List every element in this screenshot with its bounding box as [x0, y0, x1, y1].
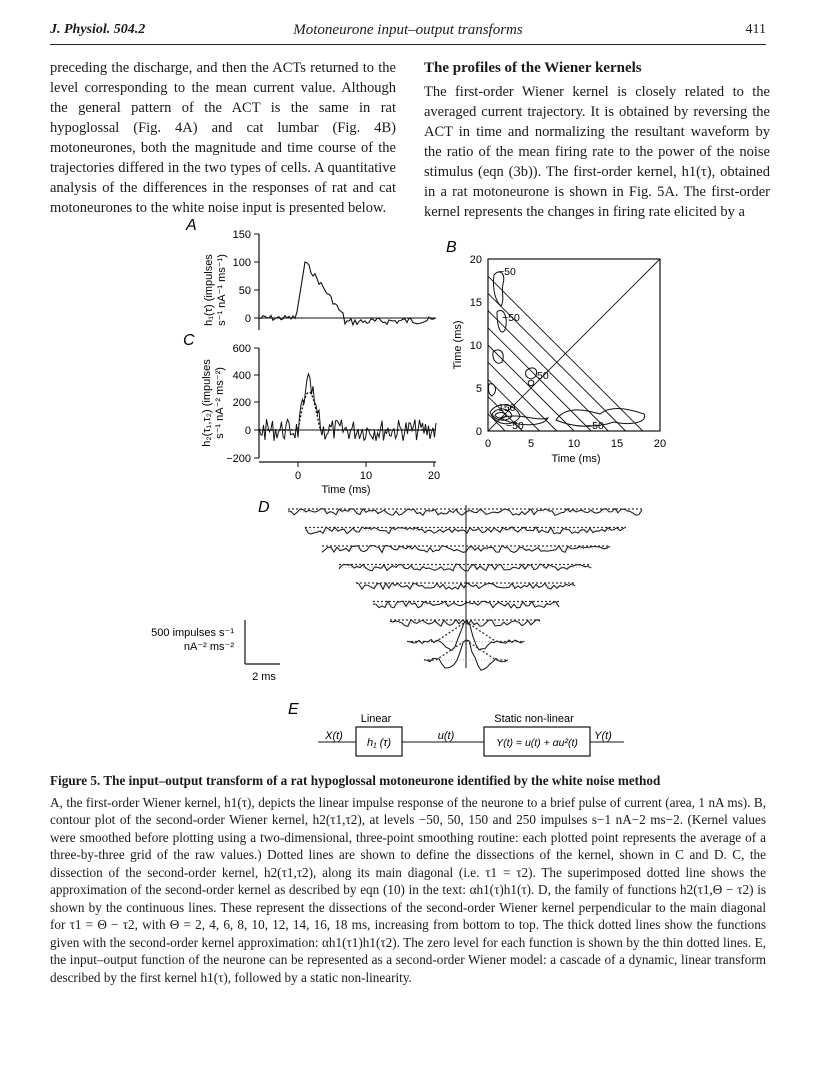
panel-a-ylabel-line2: s⁻¹ nA⁻¹ ms⁻¹) [216, 254, 228, 326]
panel-c-chart [201, 343, 440, 496]
panel-d-scale-x-label: 2 ms [252, 671, 276, 683]
panel-b-contour-label: −50 [586, 420, 604, 432]
panel-e-linear-title: Linear [360, 713, 392, 725]
panel-label-b: B [446, 239, 457, 256]
panel-b-xtick-label: 5 [527, 438, 535, 450]
panel-b-xtick-label: 0 [484, 438, 492, 450]
panel-c-ytick-label: 200 [232, 397, 251, 409]
panel-e-diagram [318, 713, 624, 756]
panel-b-xtick-label: 20 [653, 438, 667, 450]
panel-a-kernel-trace [259, 262, 435, 325]
panel-a-ytick-label: 0 [244, 313, 251, 325]
panel-b-ylabel: Time (ms) [452, 320, 464, 370]
panel-d-chart [288, 505, 644, 670]
panel-b-ytick-label: 15 [469, 297, 482, 309]
panel-b-xtick-label: 15 [610, 438, 624, 450]
panel-label-e: E [288, 701, 299, 718]
panel-c-ylabel-line1: h₂(τ₁,τ₂) (impulses [201, 359, 213, 447]
running-title: Motoneurone input–output transforms [293, 22, 523, 38]
panel-b-contour [528, 380, 534, 386]
panel-c-ytick-label: 0 [244, 425, 251, 437]
panel-b-ytick-label: 5 [475, 383, 482, 395]
panel-d-scale-y-label-line2: nA⁻² ms⁻² [183, 641, 234, 653]
panel-e-input-label: X(t) [325, 730, 343, 742]
panel-b-ytick-label: 0 [475, 426, 482, 438]
panel-c-approximation-trace [259, 392, 436, 430]
panel-c-xtick-label: 20 [427, 470, 441, 482]
panel-a-ytick-label: 50 [238, 285, 251, 297]
panel-b-contour [526, 368, 537, 379]
panel-e-nonlinear-title: Static non-linear [494, 713, 574, 725]
panel-e-output-label: Y(t) [594, 730, 612, 742]
panel-c-ytick-label: 400 [232, 370, 251, 382]
panel-e-linear-box-label: h₁ (τ) [366, 737, 392, 749]
journal-name: J. Physiol. 504.2 [50, 22, 146, 37]
panel-label-a: A [186, 217, 197, 234]
panel-b-contour-label: −50 [498, 266, 516, 278]
panel-d-scale-bar [151, 620, 280, 683]
panel-b-ytick-label: 10 [469, 340, 482, 352]
panel-b-xlabel: Time (ms) [551, 453, 601, 465]
panel-a-ytick-label: 150 [232, 229, 251, 241]
panel-c-ylabel-line2: s⁻¹ nA⁻² ms⁻²) [214, 367, 226, 439]
section-heading: The profiles of the Wiener kernels [424, 60, 642, 76]
panel-a-ytick-label: 100 [232, 257, 251, 269]
panel-a-ylabel-line1: h₁(τ) (impulses [203, 254, 215, 326]
caption-body: A, the first-order Wiener kernel, h1(τ), depicts the linear impulse response of the neurone to a brief pulse of current (area, 1 nA ms). B, contour plot of the second-order Wiener kernel, h2(τ1,τ2), at levels −50, 50, 150 and 250 impulses s−1 nA−2 ms−2. (Kernel values were smoothed before plotting using a two-dimensional, three-point smoothing routine: each plotted point represents the average of a three-by-three grid of the raw values.) Dotted lines are shown to define the dissections of the kernel, shown in C and D. C, the dissection of the second-order kernel, h2(τ1,τ2), along its main diagonal (i.e. τ1 = τ2). The superimposed dotted line shows the approximation of the second-order kernel as described by eqn (10) in the text: αh1(τ)h1(τ). D, the family of functions h2(τ1,Θ − τ2) is shown by the continuous lines. These represent the dissections of the second-order Wiener kernel perpendicular to the main diagonal for τ1 = Θ − τ2, with Θ = 2, 4, 6, 8, 10, 12, 14, 16, 18 ms, increasing from bottom to top. The thick dotted lines show the functions given with the second-order kernel approximation: αh1(τ1)h1(τ2). The zero level for each function is shown by the thin dotted lines. E, the input–output function of the neurone can be represented as a second-order Wiener model: a cascade of a dynamic, linear transform described by the first kernel h1(τ), followed by a static non-linearity. [50, 794, 766, 985]
panel-b-contour-label: −50 [502, 312, 520, 324]
panel-d-scale-y-label-line1: 500 impulses s⁻¹ [151, 627, 234, 639]
panel-c-xtick-label: 0 [294, 470, 302, 482]
panel-b-contour-label: −50 [506, 420, 524, 432]
left-column-text: preceding the discharge, and then the ACTs returned to the level corresponding to the mean current value. Although the general pattern of the ACT is the same in rat hypoglossal (Fig. 4A) and cat lumbar (Fig. 4B) motoneurones, both the magnitude and time course of the trajectories differed in the two types of cells. A quantitative analysis of the differences in the responses of rat and cat motoneurones to the white noise input is presented below. [50, 60, 396, 216]
panel-b-ytick-label: 20 [469, 254, 482, 266]
right-column-text: The first-order Wiener kernel is closely related to the averaged current trajectory. It is obtained by reversing the ACT in time and normalizing the resultant waveform by the ratio of the mean firing rate to the power of the noise stimulus (eqn (3b)). The first-order kernel, h1(τ), obtained in a rat motoneurone is shown in Fig. 5A. The first-order kernel represents the changes in firing rate elicited by a [424, 84, 770, 220]
panel-c-ytick-label: 600 [232, 343, 251, 355]
figure-caption [50, 772, 766, 986]
panel-b-contour [488, 384, 495, 396]
panel-b-contour-label: 50 [537, 370, 549, 382]
panel-c-xlabel: Time (ms) [321, 484, 371, 496]
panel-c-kernel-trace [259, 374, 436, 441]
panel-label-c: C [183, 332, 195, 349]
panel-label-d: D [258, 499, 270, 516]
panel-b-chart [452, 254, 666, 465]
panel-c-ytick-label: −200 [226, 453, 251, 465]
panel-a-chart [203, 229, 436, 330]
panel-e-mid-label: u(t) [437, 730, 455, 742]
caption-title: Figure 5. The input–output transform of a rat hypoglossal motoneurone identified by the white noise method [50, 773, 661, 788]
page-number: 411 [745, 22, 766, 37]
panel-e-nonlinear-box-label: Y(t) = u(t) + αu²(t) [496, 737, 578, 749]
panel-b-xtick-label: 10 [567, 438, 581, 450]
panel-c-xtick-label: 10 [359, 470, 373, 482]
panel-b-contour-label: 150 [498, 402, 516, 414]
